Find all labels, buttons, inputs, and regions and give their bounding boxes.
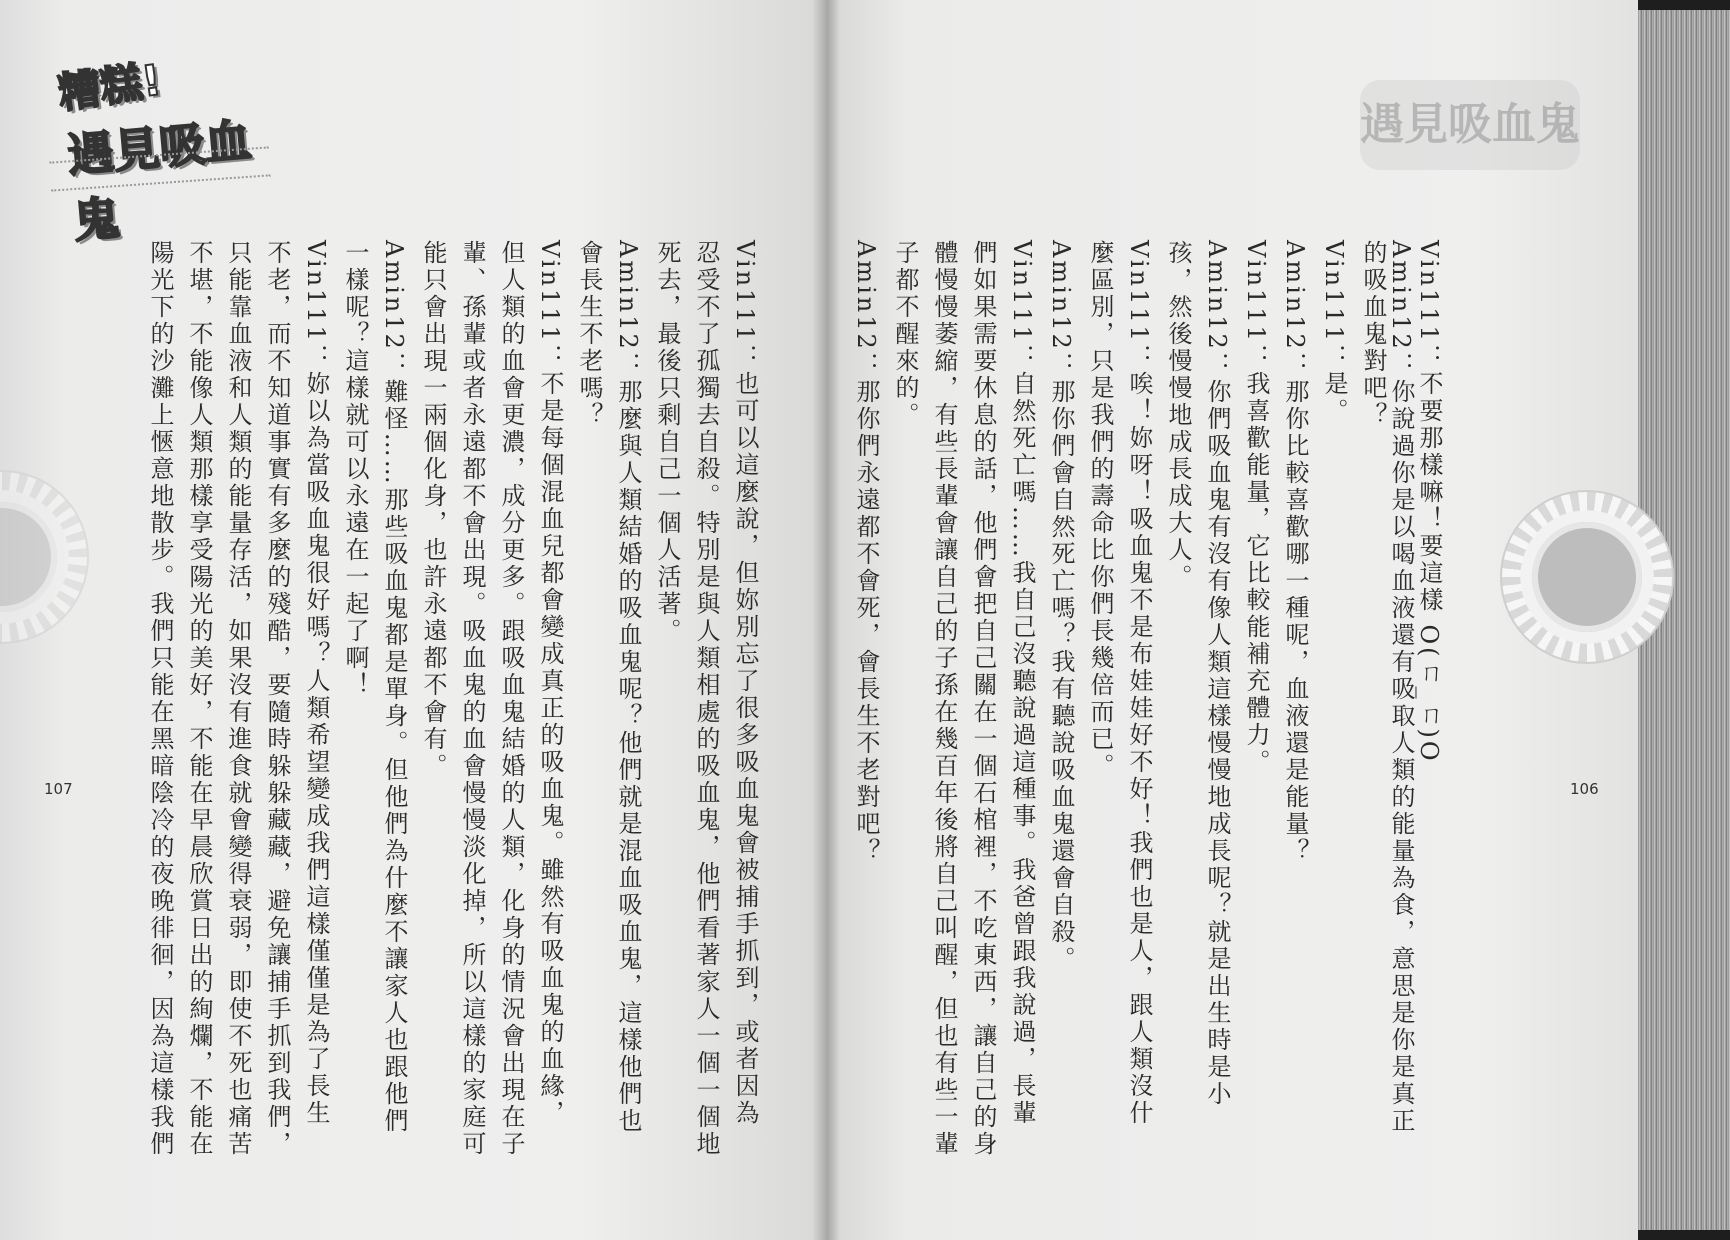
book-spine: [812, 0, 840, 1240]
text-column: Vin111：是。: [1320, 240, 1348, 425]
text-column: 一樣呢？這樣就可以永遠在一起了啊！: [341, 240, 369, 699]
lace-medallion-right: [1500, 490, 1674, 664]
text-column: 陽光下的沙灘上愜意地散步。我們只能在黑暗陰冷的夜晚徘徊，因為這樣我們: [146, 240, 174, 1158]
text-column: 孩，然後慢慢地成長成大人。: [1164, 240, 1192, 591]
series-logo: [40, 50, 290, 249]
character-portrait: [1532, 522, 1642, 632]
text-column: 會長生不老嗎？: [575, 240, 603, 429]
text-column: Vin111：我喜歡能量，它比較能補充體力。: [1242, 240, 1270, 776]
text-column: 輩、孫輩或者永遠都不會出現。吸血鬼的血會慢慢淡化掉，所以這樣的家庭可: [458, 240, 486, 1158]
text-column: Vin111：也可以這麼說，但妳別忘了很多吸血鬼會被捕手抓到，或者因為: [731, 240, 759, 1127]
text-column: Amin12：你們吸血鬼有沒有像人類這樣慢慢地成長呢？就是出生時是小: [1203, 240, 1231, 1108]
series-logo-line-1: 糟糕!: [55, 55, 165, 118]
text-column: 只能靠血液和人類的能量存活，如果沒有進食就會變得衰弱，即使不死也痛苦: [224, 240, 252, 1158]
faded-series-logo: [1360, 80, 1580, 170]
text-column: Amin12：那你們會自然死亡嗎？我有聽說吸血鬼還會自殺。: [1047, 240, 1075, 973]
page-number-left: 107: [44, 780, 73, 798]
text-column: 的吸血鬼對吧？: [1359, 240, 1387, 429]
series-logo-line-2: 遇見吸血鬼: [65, 112, 254, 249]
text-column: Vin111：唉！妳呀！吸血鬼不是布娃娃好不好！我們也是人，跟人類沒什: [1125, 240, 1153, 1127]
text-column: Amin12：難怪……那些吸血鬼都是單身。但他們為什麼不讓家人也跟他們: [380, 240, 408, 1135]
text-column: 們如果需要休息的話，他們會把自己關在一個石棺裡，不吃東西，讓自己的身: [969, 240, 997, 1158]
text-column: 體慢慢萎縮，有些長輩會讓自己的子孫在幾百年後將自己叫醒，但也有些一輩: [930, 240, 958, 1158]
text-column: Amin12：那你們永遠都不會死，會長生不老對吧？: [852, 240, 880, 865]
text-column: Vin111：自然死亡嗎……我自己沒聽說過這種事。我爸曾跟我說過，長輩: [1008, 240, 1036, 1127]
text-column: Vin111：不是每個混血兒都會變成真正的吸血鬼。雖然有吸血鬼的血緣，: [536, 240, 564, 1127]
text-column: 子都不醒來的。: [891, 240, 919, 429]
text-column: Amin12：那你比較喜歡哪一種呢，血液還是能量？: [1281, 240, 1309, 865]
text-column: 但人類的血會更濃，成分更多。跟吸血鬼結婚的人類，化身的情況會出現在子: [497, 240, 525, 1158]
text-column: Vin111：不要那樣嘛！要這樣 O(ㄇ_ㄇ)O: [1415, 240, 1443, 764]
text-column: 忍受不了孤獨去自殺。特別是與人類相處的吸血鬼，他們看著家人一個一個地: [692, 240, 720, 1158]
character-portrait-faded: [0, 502, 57, 612]
text-column: 能只會出現一兩個化身，也許永遠都不會有。: [419, 240, 447, 780]
text-column: 不堪，不能像人類那樣享受陽光的美好，不能在早晨欣賞日出的絢爛，不能在: [185, 240, 213, 1158]
text-column: Amin12：你說過你是以喝血液還有吸取人類的能量為食，意思是你是真正: [1387, 240, 1415, 1135]
text-column: 死去，最後只剩自己一個人活著。: [653, 240, 681, 645]
text-column: 不老，而不知道事實有多麼的殘酷，要隨時躲躲藏藏，避免讓捕手抓到我們，: [263, 240, 291, 1158]
faded-series-logo-text: 遇見吸血鬼: [1360, 99, 1580, 150]
text-column: Vin111：妳以為當吸血鬼很好嗎？人類希望變成我們這樣僅僅是為了長生: [302, 240, 330, 1127]
text-column: Amin12：那麼與人類結婚的吸血鬼呢？他們就是混血吸血鬼，這樣他們也: [614, 240, 642, 1135]
text-column: 麼區別，只是我們的壽命比你們長幾倍而已。: [1086, 240, 1114, 780]
page-number-right: 106: [1570, 780, 1599, 798]
